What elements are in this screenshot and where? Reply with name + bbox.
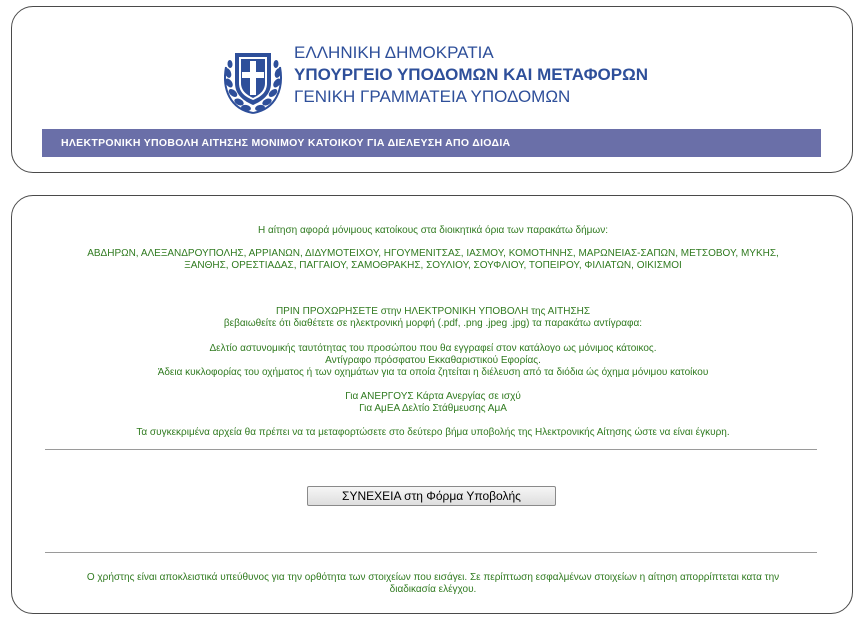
divider-bottom xyxy=(45,552,817,553)
required-documents-list xyxy=(12,343,854,379)
extra-documents-list xyxy=(12,391,854,415)
intro-text: Η αίτηση αφορά μόνιμους κατοίκους στα διοικητικά όρια των παρακάτω δήμων: xyxy=(257,225,609,236)
extra-document-disabled: Για ΑμΕΑ Δελτίο Στάθμευσης ΑμΑ xyxy=(359,403,507,414)
secretariat-title: ΓΕΝΙΚΗ ΓΡΑΜΜΑΤΕΙΑ ΥΠΟΔΟΜΩΝ xyxy=(294,87,571,106)
continue-to-form-button[interactable]: ΣΥΝΕΧΕΙΑ στη Φόρμα Υποβολής xyxy=(307,486,556,506)
before-proceeding-text xyxy=(12,306,854,330)
extra-document-unemployed: Για ΑΝΕΡΓΟΥΣ Κάρτα Ανεργίας σε ισχύ xyxy=(345,391,521,402)
disclaimer-line-1: Ο χρήστης είναι αποκλειστικά υπεύθυνος για την ορθότητα των στοιχείων που εισάγει. Σε περίπτωση εσφαλμένων στοιχείων η αίτηση απορρίπτεται κατα την xyxy=(86,572,780,583)
municipalities-line-2: ΞΑΝΘΗΣ, ΟΡΕΣΤΙΑΔΑΣ, ΠΑΓΓΑΙΟΥ, ΣΑΜΟΘΡΑΚΗΣ, ΣΟΥΛΙΟΥ, ΣΟΥΦΛΙΟΥ, ΤΟΠΕΙΡΟΥ, ΦΙΛΙΑΤΩΝ, ΟΙΚΙΣΜΟΙ xyxy=(184,260,682,271)
required-document-tax-statement: Αντίγραφο πρόσφατου Εκκαθαριστικού Εφορίας. xyxy=(325,355,541,366)
greek-coat-of-arms-icon xyxy=(220,43,286,117)
country-title: ΕΛΛΗΝΙΚΗ ΔΗΜΟΚΡΑΤΙΑ xyxy=(294,43,494,62)
upload-note: Τα συγκεκριμένα αρχεία θα πρέπει να τα μεταφορτώσετε στο δεύτερο βήμα υποβολής της Ηλεκτρονικής Αίτησης ώστε να είναι έγκυρη. xyxy=(136,427,730,438)
ministry-title: ΥΠΟΥΡΓΕΙΟ ΥΠΟΔΟΜΩΝ ΚΑΙ ΜΕΤΑΦΟΡΩΝ xyxy=(294,65,648,84)
municipalities-list xyxy=(12,248,854,272)
required-document-id-card: Δελτίο αστυνομικής ταυτότητας του προσώπου που θα εγγραφεί στον κατάλογο ως μόνιμος κάτοικος. xyxy=(209,343,657,354)
before-proceeding-line-1: ΠΡΙΝ ΠΡΟΧΩΡΗΣΕΤΕ στην ΗΛΕΚΤΡΟΝΙΚΗ ΥΠΟΒΟΛΗ της ΑΙΤΗΣΗΣ xyxy=(275,306,591,317)
municipalities-line-1: ΑΒΔΗΡΩΝ, ΑΛΕΞΑΝΔΡΟΥΠΟΛΗΣ, ΑΡΡΙΑΝΩΝ, ΔΙΔΥΜΟΤΕΙΧΟΥ, ΗΓΟΥΜΕΝΙΤΣΑΣ, ΙΑΣΜΟΥ, ΚΟΜΟΤΗΝΗΣ, ΜΑΡΩΝΕΙΑΣ-ΣΑΠΩΝ, ΜΕΤΣΟΒΟΥ, ΜΥΚΗΣ, xyxy=(87,248,779,259)
ministry-title-block xyxy=(294,42,648,108)
content-panel xyxy=(11,195,853,614)
header-panel xyxy=(11,6,853,173)
disclaimer-line-2: διαδικασία ελέγχου. xyxy=(389,584,477,595)
before-proceeding-line-2: βεβαιωθείτε ότι διαθέτετε σε ηλεκτρονική μορφή (.pdf, .png .jpeg .jpg) τα παρακάτω αντίγραφα: xyxy=(223,318,643,329)
divider-top xyxy=(45,449,817,450)
disclaimer-text xyxy=(12,572,854,596)
page-title-banner: ΗΛΕΚΤΡΟΝΙΚΗ ΥΠΟΒΟΛΗ ΑΙΤΗΣΗΣ ΜΟΝΙΜΟΥ ΚΑΤΟΙΚΟΥ ΓΙΑ ΔΙΕΛΕΥΣΗ ΑΠΟ ΔΙΟΔΙΑ xyxy=(42,129,821,157)
required-document-vehicle-license: Άδεια κυκλοφορίας του οχήματος ή των οχημάτων για τα οποία ζητείται η διέλευση από τα διόδια ώς όχημα μόνιμου κατοίκου xyxy=(157,367,709,378)
